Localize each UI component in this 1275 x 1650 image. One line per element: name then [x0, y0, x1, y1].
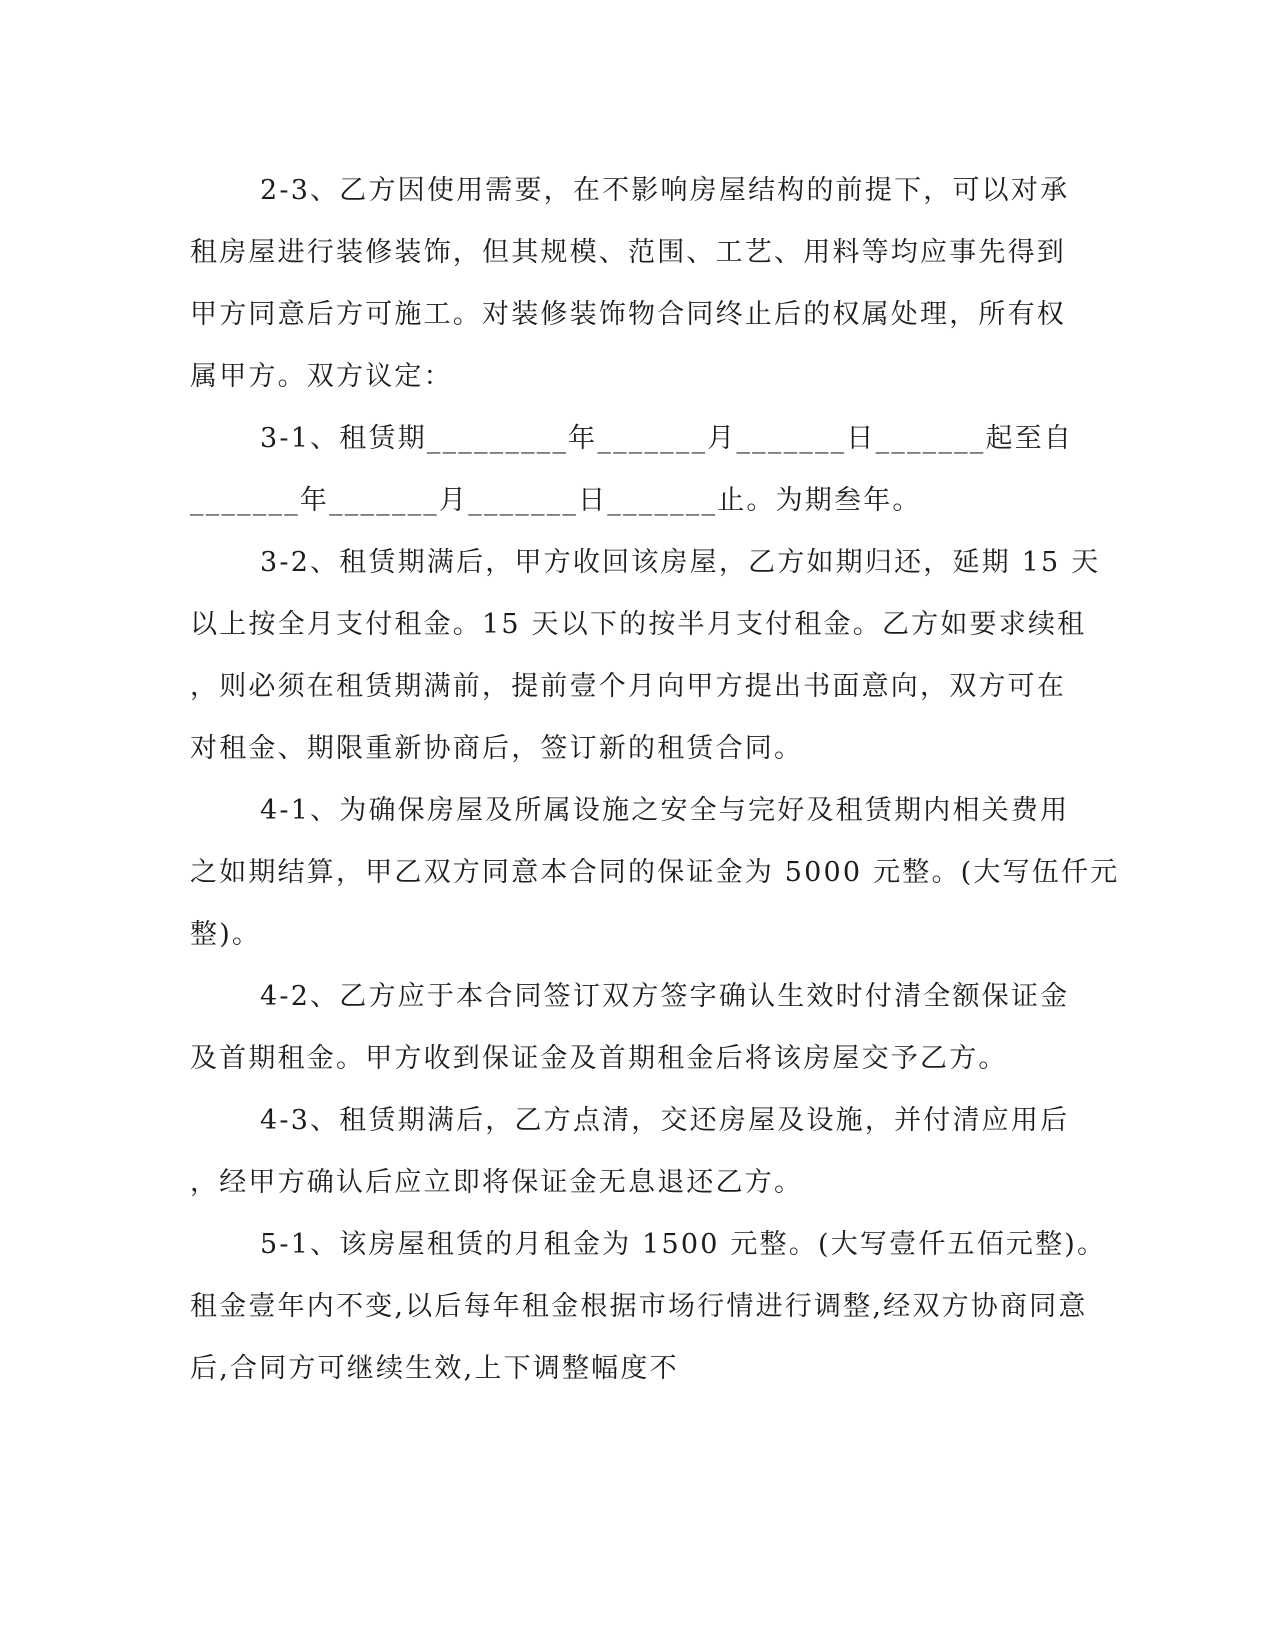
- clause-5-1-line-1: 5-1、该房屋租赁的月租金为 1500 元整。(大写壹仟五佰元整)。: [260, 1229, 1107, 1260]
- clause-4-1-line-1: 4-1、为确保房屋及所属设施之安全与完好及租赁期内相关费用: [260, 795, 1070, 826]
- clause-4-3-line-1: 4-3、租赁期满后，乙方点清，交还房屋及设施，并付清应用后: [260, 1105, 1070, 1136]
- clause-3-2-line-2: 以上按全月支付租金。15 天以下的按半月支付租金。乙方如要求续租: [190, 609, 1087, 640]
- clause-4-3-line-2: ，经甲方确认后应立即将保证金无息退还乙方。: [190, 1167, 804, 1198]
- clause-3-1-line-1: 3-1、租赁期_________年_______月_______日_______起至自: [260, 423, 1074, 454]
- document-body: [190, 160, 1120, 1400]
- clause-4-2-line-2: 及首期租金。甲方收到保证金及首期租金后将该房屋交予乙方。: [190, 1043, 1008, 1074]
- clause-4-1-line-3: 整)。: [190, 919, 262, 950]
- clause-3-1-line-2: _______年_______月_______日_______止。为期叁年。: [190, 485, 922, 516]
- clause-5-1-line-2: 租金壹年内不变,以后每年租金根据市场行情进行调整,经双方协商同意: [190, 1291, 1088, 1322]
- clause-2-3-line-1: 2-3、乙方因使用需要，在不影响房屋结构的前提下，可以对承: [260, 175, 1070, 206]
- clause-3-2-line-1: 3-2、租赁期满后，甲方收回该房屋，乙方如期归还，延期 15 天: [260, 547, 1101, 578]
- clause-5-1-line-3: 后,合同方可继续生效,上下调整幅度不: [190, 1353, 679, 1384]
- clause-2-3-line-4: 属甲方。双方议定：: [190, 361, 453, 392]
- clause-2-3-line-3: 甲方同意后方可施工。对装修装饰物合同终止后的权属处理，所有权: [190, 299, 1066, 330]
- clause-2-3-line-2: 租房屋进行装修装饰，但其规模、范围、工艺、用料等均应事先得到: [190, 237, 1066, 268]
- clause-3-2-line-4: 对租金、期限重新协商后，签订新的租赁合同。: [190, 733, 804, 764]
- clause-3-2-line-3: ，则必须在租赁期满前，提前壹个月向甲方提出书面意向，双方可在: [190, 671, 1066, 702]
- clause-4-2-line-1: 4-2、乙方应于本合同签订双方签字确认生效时付清全额保证金: [260, 981, 1070, 1012]
- clause-4-1-line-2: 之如期结算，甲乙双方同意本合同的保证金为 5000 元整。(大写伍仟元: [190, 857, 1120, 888]
